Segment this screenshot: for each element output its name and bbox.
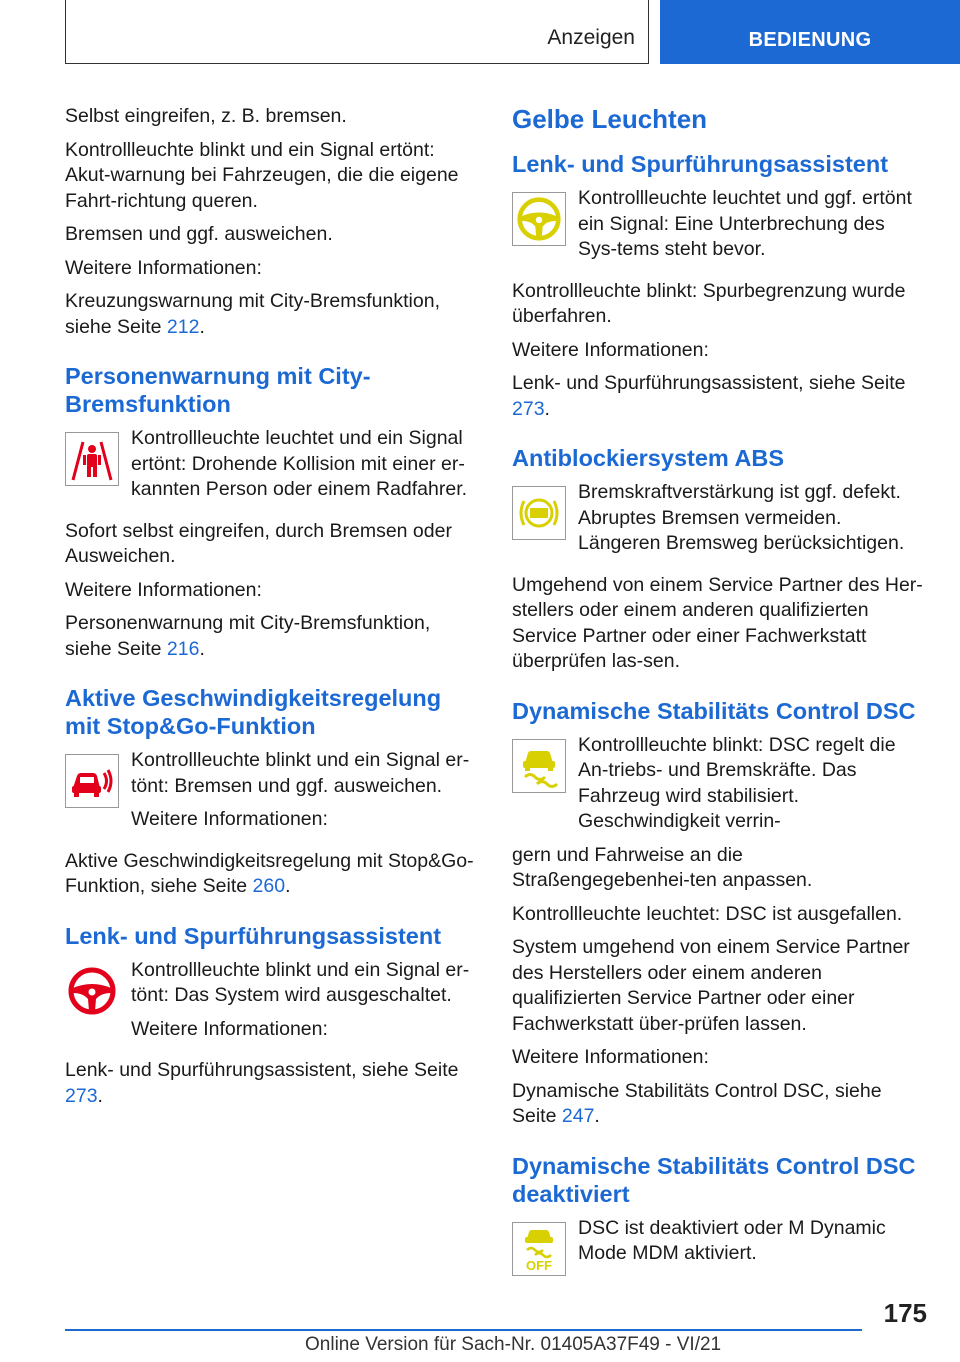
indicator-row xyxy=(512,480,926,565)
page-link[interactable]: 247 xyxy=(561,1105,595,1127)
section-personenwarnung xyxy=(65,362,479,662)
indicator-row xyxy=(65,426,479,511)
indicator-description: Kontrollleuchte blinkt und ein Signal er-tönt: Das System wird ausgeschaltet. xyxy=(131,958,470,1006)
header-chapter-tab: BEDIENUNG xyxy=(660,0,960,64)
reference-paragraph: Lenk- und Spurführungsassistent, siehe Seite 273. xyxy=(65,1059,459,1107)
off-label: OFF xyxy=(526,1257,552,1273)
collision-warning-icon xyxy=(65,754,119,808)
paragraph: Selbst eingreifen, z. B. bremsen. xyxy=(65,105,347,127)
indicator-description: DSC ist deaktiviert oder M Dynamic Mode MDM aktiviert. xyxy=(578,1216,886,1264)
indicator-row xyxy=(65,748,479,841)
steering-wheel-yellow-icon xyxy=(512,192,566,246)
pedestrian-warning-icon xyxy=(65,432,119,486)
page-link[interactable]: 273 xyxy=(512,397,545,420)
section-title: Antiblockiersystem ABS xyxy=(512,445,785,471)
reference-text: Dynamische Stabilitäts Control DSC, siehe Seite xyxy=(512,1079,882,1127)
left-column xyxy=(65,104,479,1117)
section-title: Lenk- und Spurführungsassistent xyxy=(65,922,442,949)
section-abs xyxy=(512,444,926,675)
paragraph: Weitere Informationen: xyxy=(512,1046,709,1068)
footer-divider xyxy=(65,1329,862,1331)
indicator-row xyxy=(512,733,926,843)
reference-paragraph: Dynamische Stabilitäts Control DSC, siehe Seite 247. xyxy=(512,1079,882,1127)
section-dsc-off xyxy=(512,1152,926,1276)
section-dsc xyxy=(512,697,926,1130)
indicator-description: Kontrollleuchte leuchtet und ein Signal ertönt: Drohende Kollision mit einer er-kannten Person oder einem Radfahrer. xyxy=(131,427,468,500)
page-link[interactable]: 260 xyxy=(252,875,286,897)
reference-text: Lenk- und Spurführungsassistent, siehe Seite xyxy=(512,372,906,394)
reference-text: Kreuzungswarnung mit City-Bremsfunktion, siehe Seite xyxy=(65,290,440,338)
paragraph: Bremsen und ggf. ausweichen. xyxy=(65,223,333,245)
indicator-description: Kontrollleuchte blinkt: DSC regelt die An-triebs- und Bremskräfte. Das Fahrzeug wird stabilisiert. Geschwindigkeit verrin- xyxy=(578,733,896,832)
paragraph: Weitere Informationen: xyxy=(65,256,262,279)
reference-text: Personenwarnung mit City-Bremsfunktion, siehe Seite xyxy=(65,612,431,660)
section-title: Aktive Geschwindigkeitsregelung mit Stop&Go-Funktion xyxy=(65,685,442,739)
section-title: Lenk- und Spurführungsassistent xyxy=(512,151,889,177)
page-number: 175 xyxy=(883,1298,927,1328)
footer-text: Online Version für Sach-Nr. 01405A37F49 - VI/21 xyxy=(305,1334,722,1355)
paragraph: Kontrollleuchte blinkt und ein Signal ertönt: Akut-warnung bei Fahrzeugen, die die eigene Fahrt-richtung queren. xyxy=(65,138,459,212)
section-lenkassistent-yellow xyxy=(512,150,926,422)
header-section-title: Anzeigen xyxy=(547,26,635,49)
indicator-row xyxy=(512,186,926,271)
paragraph: Weitere Informationen: xyxy=(131,808,328,830)
section-title: Personenwarnung mit City-Bremsfunktion xyxy=(65,363,371,417)
reference-paragraph: Personenwarnung mit City-Bremsfunktion, siehe Seite 216. xyxy=(65,612,431,660)
reference-paragraph: Kreuzungswarnung mit City-Bremsfunktion, siehe Seite 212. xyxy=(65,290,440,338)
abs-icon xyxy=(512,486,566,540)
dsc-off-icon xyxy=(512,1222,566,1276)
section-lenkassistent-red xyxy=(65,922,479,1110)
paragraph: Sofort selbst eingreifen, durch Bremsen oder Ausweichen. xyxy=(65,519,452,567)
paragraph: Kontrollleuchte blinkt: Spurbegrenzung wurde überfahren. xyxy=(512,279,906,327)
page-link[interactable]: 212 xyxy=(166,315,200,338)
main-heading: Gelbe Leuchten xyxy=(512,104,708,134)
page-link[interactable]: 216 xyxy=(166,637,200,660)
indicator-description: Kontrollleuchte leuchtet und ggf. ertönt ein Signal: Eine Unterbrechung des Sys-tems steht bevor. xyxy=(578,187,912,260)
section-geschwindigkeitsregelung xyxy=(65,684,479,900)
indicator-row xyxy=(65,958,479,1051)
indicator-description: Bremskraftverstärkung ist ggf. defekt. Abruptes Bremsen vermeiden. Längeren Bremsweg berücksichtigen. xyxy=(578,481,905,554)
reference-text: Aktive Geschwindigkeitsregelung mit Stop&Go-Funktion, siehe Seite xyxy=(65,849,474,897)
page-link[interactable]: 273 xyxy=(65,1084,98,1107)
steering-wheel-red-icon xyxy=(65,964,119,1018)
paragraph: gern und Fahrweise an die Straßengegebenhei-ten anpassen. xyxy=(512,843,813,891)
paragraph: Kontrollleuchte leuchtet: DSC ist ausgefallen. xyxy=(512,902,903,925)
dsc-icon xyxy=(512,739,566,793)
paragraph: System umgehend von einem Service Partner des Herstellers oder einem anderen qualifizierten Service Partner oder einer Fachwerkstatt über-prüfen lassen. xyxy=(512,936,910,1035)
indicator-description: Kontrollleuchte blinkt und ein Signal er-tönt: Bremsen und ggf. ausweichen. xyxy=(131,749,470,797)
indicator-row xyxy=(512,1216,926,1276)
paragraph: Weitere Informationen: xyxy=(65,578,262,601)
section-title: Dynamische Stabilitäts Control DSC xyxy=(512,697,916,724)
paragraph: Umgehend von einem Service Partner des Her-stellers oder einem anderen qualifizierten Service Partner oder einer Fachwerkstatt überprüfen las-sen. xyxy=(512,573,923,672)
reference-paragraph: Lenk- und Spurführungsassistent, siehe Seite 273. xyxy=(512,372,906,420)
section-title: Dynamische Stabilitäts Control DSC deaktiviert xyxy=(512,1152,916,1207)
reference-text: Lenk- und Spurführungsassistent, siehe Seite xyxy=(65,1059,459,1081)
paragraph: Weitere Informationen: xyxy=(131,1017,328,1040)
right-column xyxy=(512,104,926,1284)
reference-paragraph: Aktive Geschwindigkeitsregelung mit Stop&Go-Funktion, siehe Seite 260. xyxy=(65,849,474,897)
paragraph: Weitere Informationen: xyxy=(512,338,709,361)
